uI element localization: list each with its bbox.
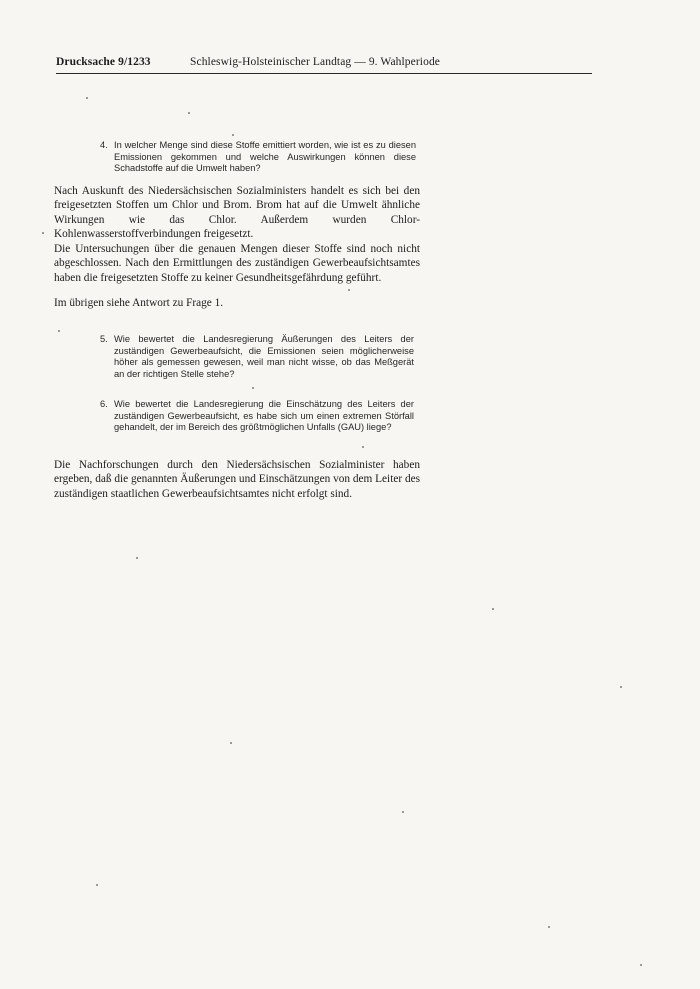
answer-paragraph: Im übrigen siehe Antwort zu Frage 1. [54, 297, 224, 309]
question-number: 6. [100, 399, 108, 409]
document-number: Drucksache 9/1233 [56, 56, 151, 68]
scan-speck [188, 112, 190, 114]
scan-speck [230, 742, 232, 744]
scan-speck [548, 926, 550, 928]
scan-speck [362, 446, 364, 448]
answer-paragraph: Nach Auskunft des Niedersächsischen Sozialministers handelt es sich bei den freigesetzten Stoffen um Chlor und Brom. Brom hat auf die Umwelt ähnliche Wirkungen wie das Chlor. Außerdem wurden Chlor-Kohlenwasserstoffverbindungen freigesetzt. [54, 185, 420, 240]
question-5 [100, 334, 420, 381]
answer-paragraph: Die Nachforschungen durch den Niedersächsischen Sozialminister haben ergeben, daß die genannten Äußerungen und Einschätzungen von dem Leiter des zuständigen staatlichen Gewerbeaufsichtsamtes nicht erfolgt sind. [54, 459, 420, 500]
scan-speck [640, 964, 642, 966]
scan-speck [402, 811, 404, 813]
scan-speck [96, 884, 98, 886]
parliament-title: Schleswig-Holsteinischer Landtag — 9. Wahlperiode [190, 56, 440, 68]
scan-speck [232, 134, 234, 136]
scan-speck [136, 557, 138, 559]
scan-speck [42, 232, 44, 234]
scan-speck [252, 387, 254, 389]
question-text: Wie bewertet die Landesregierung die Einschätzung des Leiters der zuständigen Gewerbeaufsicht, es habe sich um einen extremen Störfall gehandelt, der im Bereich des größtmöglichen Unfalls (GAU) liege? [114, 399, 414, 433]
question-text: Wie bewertet die Landesregierung Äußerungen des Leiters der zuständigen Gewerbeaufsicht, die Emissionen seien möglicherweise höher als gemessen gewesen, weil man nicht wisse, ob das Meßgerät an der richtigen Stelle stehe? [114, 334, 414, 379]
question-number: 4. [100, 140, 108, 150]
scan-speck [86, 97, 88, 99]
question-text: In welcher Menge sind diese Stoffe emittiert worden, wie ist es zu diesen Emissionen gekommen und welche Auswirkungen können diese Schadstoffe auf die Umwelt haben? [114, 140, 416, 174]
scan-speck [348, 289, 350, 291]
scan-speck [620, 686, 622, 688]
answer-paragraph: Die Untersuchungen über die genauen Mengen dieser Stoffe sind noch nicht abgeschlossen. Nach den Ermittlungen des zuständigen Gewerbeaufsichtsamtes haben die freigesetzten Stoffe zu keiner Gesundheitsgefährdung geführt. [54, 243, 420, 284]
scan-speck [492, 608, 494, 610]
question-number: 5. [100, 334, 108, 344]
question-4 [100, 140, 420, 176]
question-6 [100, 399, 420, 446]
page-header [56, 55, 592, 74]
scan-speck [58, 330, 60, 332]
